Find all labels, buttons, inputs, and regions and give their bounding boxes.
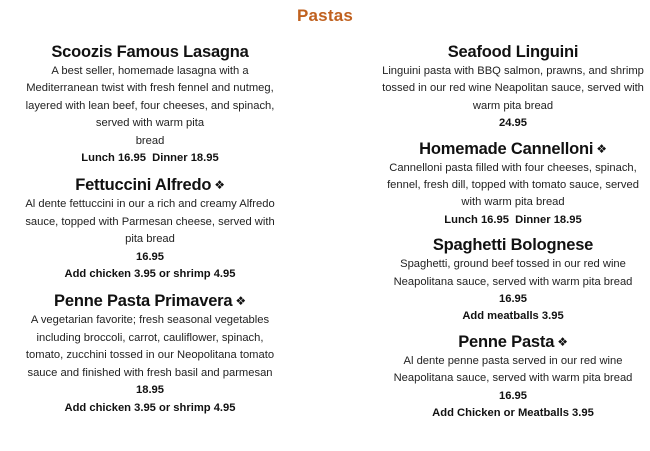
item-title <box>363 42 650 63</box>
right-column <box>363 42 650 423</box>
item-description: served with warm pita <box>95 117 205 130</box>
item-description: Cannelloni pasta filled with four cheeses, spinach, <box>389 161 637 174</box>
item-title-text: Penne Pasta <box>458 332 555 351</box>
item-price: 18.95 <box>136 384 164 397</box>
item-title <box>363 139 650 160</box>
item-description: A vegetarian favorite; fresh seasonal vegetables <box>30 314 270 327</box>
menu-item-fettuccini <box>0 175 300 283</box>
item-description: Spaghetti, ground beef tossed in our red wine <box>400 258 626 271</box>
item-title <box>0 42 300 63</box>
item-price: Lunch 16.95 Dinner 18.95 <box>81 152 219 165</box>
item-price: 16.95 <box>499 389 527 402</box>
item-description: tossed in our red wine Neapolitan sauce, served with <box>382 82 644 95</box>
item-title <box>0 291 300 312</box>
item-title-text: Seafood Linguini <box>447 43 579 61</box>
left-column <box>0 42 300 417</box>
item-title-text: Spaghetti Bolognese <box>432 236 594 255</box>
item-description: layered with lean beef, four cheeses, and spinach, <box>25 99 275 112</box>
item-title-text: Penne Pasta Primavera <box>54 292 233 311</box>
item-title-text: Homemade Cannelloni <box>419 139 594 158</box>
item-description: Neapolitana sauce, served with warm pita bread <box>393 372 633 385</box>
item-description: A best seller, homemade lasagna with a <box>51 65 249 77</box>
diamond-suit-icon: ❖ <box>214 178 225 193</box>
item-description: warm pita bread <box>472 99 554 112</box>
item-price: 24.95 <box>499 117 527 130</box>
item-description: Neapolitana sauce, served with warm pita bread <box>393 275 633 288</box>
item-description: Linguini pasta with BBQ salmon, prawns, and shrimp <box>382 65 644 77</box>
menu-item-penne-pasta <box>363 332 650 423</box>
menu-item-seafood-linguini <box>363 42 650 133</box>
item-description: including broccoli, carrot, cauliflower, spinach, <box>36 331 264 344</box>
item-title <box>363 235 650 256</box>
diamond-suit-icon: ❖ <box>596 141 607 156</box>
menu-item-lasagna <box>0 42 300 167</box>
item-addon: Add meatballs 3.95 <box>462 310 564 323</box>
item-addon: Add chicken 3.95 or shrimp 4.95 <box>64 268 236 281</box>
item-description: tomato, zucchini tossed in our Neopolitana tomato <box>25 349 275 362</box>
item-price: 16.95 <box>136 250 164 263</box>
item-title <box>0 175 300 196</box>
item-addon: Add chicken 3.95 or shrimp 4.95 <box>64 401 236 414</box>
item-description: sauce and finished with fresh basil and parmesan <box>27 366 273 379</box>
diamond-suit-icon: ❖ <box>235 294 246 309</box>
item-addon: Add Chicken or Meatballs 3.95 <box>432 407 594 420</box>
menu-item-cannelloni <box>363 139 650 230</box>
item-title-text: Fettuccini Alfredo <box>75 176 212 195</box>
item-description: Al dente fettuccini in our a rich and creamy Alfredo <box>25 198 275 211</box>
item-title-text: Scoozis Famous Lasagna <box>51 43 249 61</box>
item-price: Lunch 16.95 Dinner 18.95 <box>444 213 582 226</box>
item-description: sauce, topped with Parmesan cheese, served with <box>25 215 275 228</box>
item-price: 16.95 <box>499 293 527 306</box>
section-title: Pastas <box>296 6 354 25</box>
menu-item-bolognese <box>363 235 650 326</box>
item-description: fennel, fresh dill, topped with tomato sauce, served <box>387 179 639 192</box>
item-description: with warm pita bread <box>461 196 565 209</box>
item-title <box>363 332 650 353</box>
item-description: bread <box>135 134 165 147</box>
menu-item-primavera <box>0 291 300 416</box>
item-description: Mediterranean twist with fresh fennel and nutmeg, <box>26 82 274 95</box>
item-description: pita bread <box>125 233 175 246</box>
diamond-suit-icon: ❖ <box>557 334 568 349</box>
item-description: Al dente penne pasta served in our red wine <box>403 354 623 367</box>
